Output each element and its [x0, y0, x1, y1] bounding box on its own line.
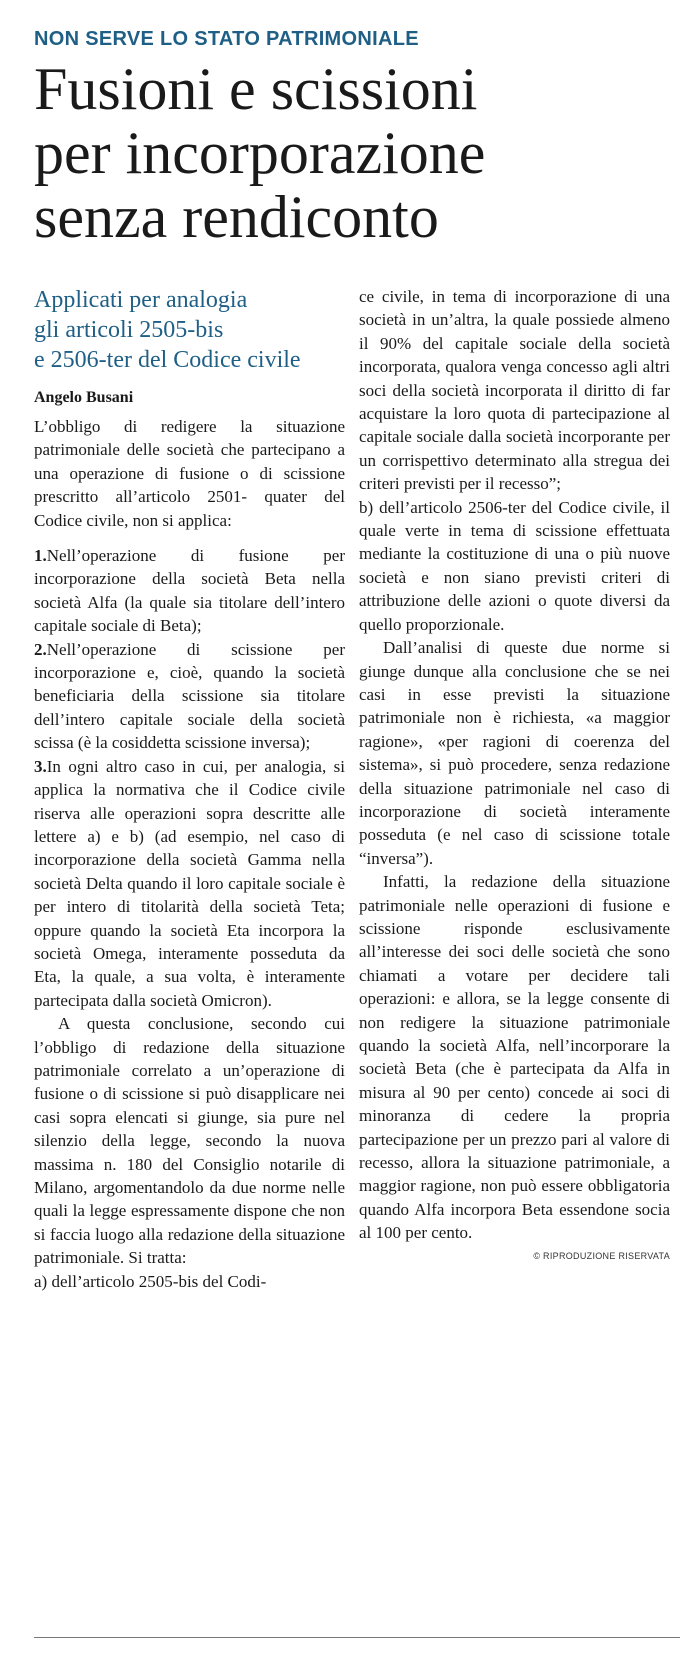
article-b-paragraph: b) dell’articolo 2506-ter del Codice civile, il quale verte in tema di scissione effettuata mediante la costituzione di una o più nuove società e non siano previsti criteri di attribuzione delle azioni o quote diversi da quello proporzionale. — [359, 497, 670, 634]
bottom-rule — [34, 1637, 680, 1638]
subheadline-line: Applicati per analogia — [34, 287, 248, 313]
intro-paragraph: L’obbligo di redigere la situazione patrimoniale delle società che partecipano a una operazione di fusione o di scissione prescritto all’articolo 2501- quater del Codice civile, non si applica: — [34, 417, 345, 530]
conclusion-paragraph: A questa conclusione, secondo cui l’obbligo di redazione della situazione patrimoniale correlato a un’operazione di fusione o di scissione si può disapplicare nei casi sopra elencati si giunge, sia pure nel silenzio della legge, secondo la nuova massima n. 180 del Consiglio notarile di Milano, argomentandolo da due norme nelle quali la legge espressamente dispone che non si faccia luogo alla redazione della situazione patrimoniale. Si tratta: — [34, 1014, 345, 1268]
headline-line: Fusioni e scissioni — [34, 56, 478, 122]
left-column — [34, 285, 345, 1293]
list-item-text: Nell’operazione di scissione per incorporazione e, cioè, quando la società beneficiaria della scissione sia titolare dell’intero capitale sociale della società scissa (è la cosiddetta scissione inversa); — [34, 639, 345, 753]
list-number: 1. — [34, 546, 47, 566]
list-item-text: Nell’operazione di fusione per incorporazione della società Beta nella società Alfa (la quale sia titolare dell’intero capitale sociale di Beta); — [34, 546, 345, 636]
right-column — [359, 285, 670, 1293]
list-item-3 — [34, 755, 345, 1012]
author-byline: Angelo Busani — [34, 389, 134, 406]
list-item-2 — [34, 638, 345, 755]
infatti-paragraph: Infatti, la redazione della situazione patrimoniale nelle operazioni di fusione e scissione risponde esclusivamente all’interesse dei soci delle società che sono chiamati a votare per decidere tali operazioni: e allora, se la legge consente di non redigere la situazione patrimoniale quando la società Alfa, nell’incorporare la società Beta (che è partecipata da Alfa in misura al 90 per cento) concede ai soci di minoranza di cedere la propria partecipazione per un prezzo pari al valore di recesso, allora la situazione patrimoniale, a maggior ragione, non può essere obbligatoria quando Alfa incorpora Beta essendone socia al 100 per cento. — [359, 872, 670, 1243]
list-number: 3. — [34, 756, 47, 776]
analysis-paragraph: Dall’analisi di queste due norme si giunge dunque alla conclusione che se nei casi in esse previsti la situazione patrimoniale non è richiesta, «a maggior ragione», «per ragioni di coerenza del sistema», si può procedere, senza redazione della situazione patrimoniale nel caso di incorporazione di società interamente posseduta (e nel caso di scissione totale “inversa”). — [359, 638, 670, 868]
article-a-paragraph: a) dell’articolo 2505-bis del Codi- — [34, 1271, 267, 1291]
copyright-notice: © RIPRODUZIONE RISERVATA — [533, 1250, 670, 1261]
headline — [34, 57, 678, 249]
subheadline-line: gli articoli 2505-bis — [34, 317, 224, 343]
subheadline — [34, 285, 345, 375]
article-a-continuation: ce civile, in tema di incorporazione di una società in un’altra, la quale possiede almeno il 90% del capitale sociale della società incorporata, qualora venga concesso agli altri soci della società incorporata il diritto di far acquistare la loro quota di partecipazione al capitale sociale dalla società incorporante per un corrispettivo determinato alla stregua dei criteri previsti per il recesso”; — [359, 287, 670, 494]
headline-line: senza rendiconto — [34, 184, 439, 250]
list-item-text: In ogni altro caso in cui, per analogia, si applica la normativa che il Codice civile riserva alle operazioni sopra descritte alle lettere a) e b) (ad esempio, nel caso di incorporazione della società Gamma nella società Delta quando il loro capitale sociale è per intero di titolarità della società Teta; oppure quando la società Eta incorpora la società Omega, interamente posseduta da Eta, la quale, a sua volta, è interamente partecipata dalla società Omicron). — [34, 756, 345, 1010]
kicker: NON SERVE LO STATO PATRIMONIALE — [34, 28, 419, 50]
list-item-1 — [34, 544, 345, 638]
subheadline-line: e 2506-ter del Codice civile — [34, 347, 301, 373]
headline-line: per incorporazione — [34, 120, 486, 186]
list-number: 2. — [34, 639, 47, 659]
article-columns — [34, 285, 678, 1293]
